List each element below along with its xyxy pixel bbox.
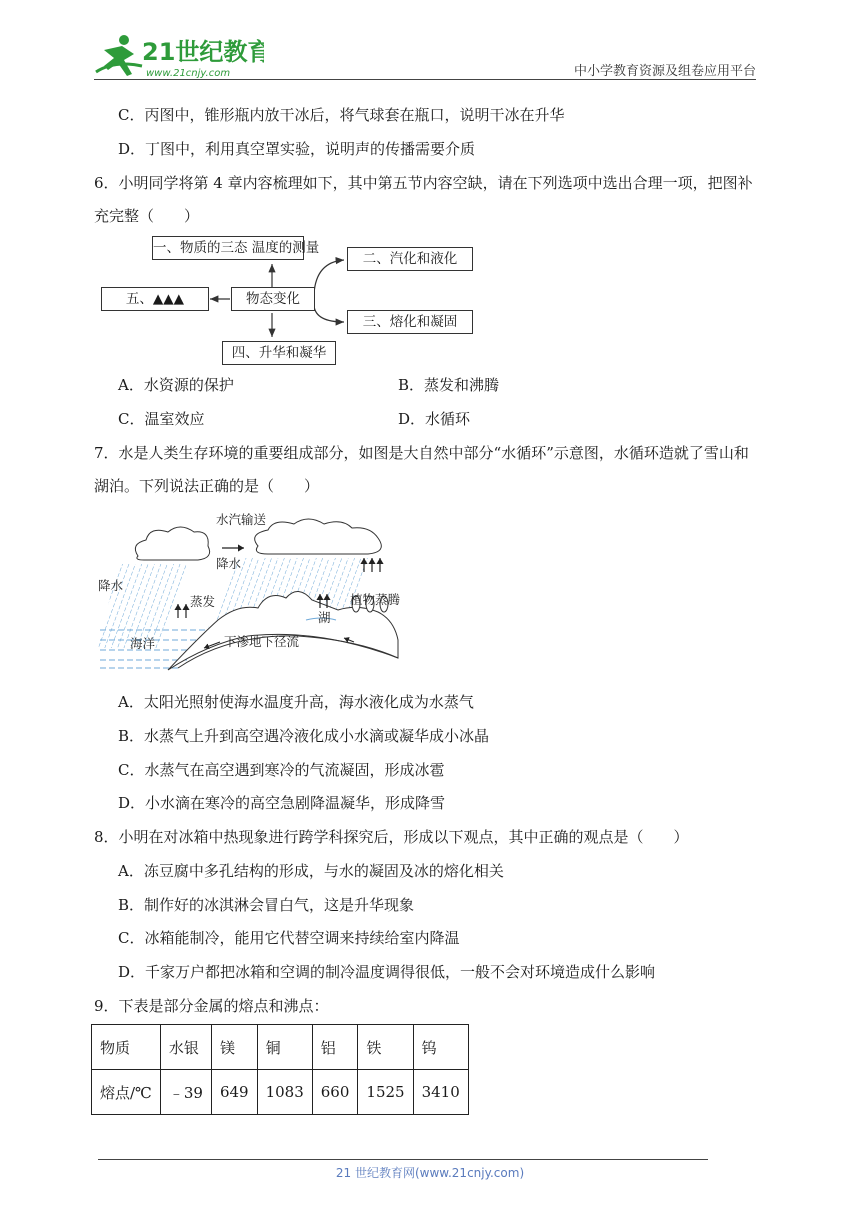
table-cell: 铜 [257,1025,312,1070]
q6-option-c: C．温室效应 [118,410,205,428]
arrow-curve-down [314,306,344,322]
label-evaporation: 蒸发 [190,594,216,609]
flow-box-1: 一、物质的三态 温度的测量 [152,236,304,260]
flow-box-4: 四、升华和凝华 [222,341,336,365]
table-header-row [92,1025,469,1070]
label-lake: 湖 [318,610,331,625]
q8-option-d: D．千家万户都把冰箱和空调的制冷温度调得很低，一般不会对环境造成什么影响 [118,963,656,981]
footer-divider [98,1159,708,1160]
q6-option-a: A．水资源的保护 [118,376,234,394]
q7-option-b: B．水蒸气上升到高空遇冷液化成小水滴或凝华成小冰晶 [118,727,490,745]
label-rain-mid: 降水 [216,556,242,571]
q5-option-d: D．丁图中，利用真空罩实验，说明声的传播需要介质 [118,140,476,158]
label-transpiration: 植物蒸腾 [350,592,401,607]
q8-stem: 8．小明在对冰箱中热现象进行跨学科探究后，形成以下观点，其中正确的观点是（ ） [94,828,689,846]
table-cell: 物质 [92,1025,161,1070]
q5-option-c: C．丙图中，锥形瓶内放干冰后，将气球套在瓶口，说明干冰在升华 [118,106,565,124]
table-cell: 660 [312,1070,358,1115]
flow-box-2: 二、汽化和液化 [347,247,473,271]
q6-option-d: D．水循环 [398,410,471,428]
q7-stem-line2: 湖泊。下列说法正确的是（ ） [94,477,320,495]
label-transport: 水汽输送 [216,512,267,527]
cloud-left-icon [135,527,209,560]
table-cell: 649 [211,1070,257,1115]
table-cell: 镁 [211,1025,257,1070]
table-cell: 钨 [413,1025,468,1070]
table-cell: 水银 [160,1025,211,1070]
table-cell: 熔点/℃ [92,1070,161,1115]
water-cycle-diagram [98,508,408,673]
table-cell: ﹣39 [160,1070,211,1115]
q8-option-b: B．制作好的冰淇淋会冒白气，这是升华现象 [118,896,415,914]
site-logo [94,30,264,82]
platform-name: 中小学教育资源及组卷应用平台 [573,64,756,79]
header-divider [94,79,756,80]
q9-stem: 9．下表是部分金属的熔点和沸点： [94,997,329,1015]
runner-logo-icon [96,35,142,76]
q8-option-c: C．冰箱能制冷，能用它代替空调来持续给室内降温 [118,929,460,947]
flow-box-3: 三、熔化和凝固 [347,310,473,334]
chapter-flow-diagram [98,234,478,370]
q8-option-a: A．冻豆腐中多孔结构的形成，与水的凝固及冰的熔化相关 [118,862,504,880]
flow-box-5: 五、▲▲▲ [101,287,209,311]
table-cell: 铁 [358,1025,413,1070]
q6-option-b: B．蒸发和沸腾 [398,376,500,394]
cloud-right-icon [255,519,382,554]
table-cell: 铝 [312,1025,358,1070]
q6-stem-line2: 充完整（ ） [94,207,200,225]
table-row [92,1070,469,1115]
label-ocean: 海洋 [130,636,156,651]
arrow-curve-up [314,260,344,294]
q7-option-a: A．太阳光照射使海水温度升高，海水液化成为水蒸气 [118,693,474,711]
label-runoff: 下渗地下径流 [224,634,300,649]
footer-link[interactable]: 21 世纪教育网(www.21cnjy.com) [335,1166,525,1180]
table-cell: 1083 [257,1070,312,1115]
logo-title: 21世纪教育 [142,38,264,66]
q6-stem-line1: 6．小明同学将第 4 章内容梳理如下，其中第五节内容空缺，请在下列选项中选出合理一项，把图补 [94,174,753,192]
logo-url: www.21cnjy.com [146,68,231,79]
label-rain-left: 降水 [98,578,124,593]
table-cell: 3410 [413,1070,468,1115]
flow-center-box: 物态变化 [231,287,315,311]
q7-stem-line1: 7．水是人类生存环境的重要组成部分，如图是大自然中部分“水循环”示意图，水循环造就了雪山和 [94,444,749,462]
q7-option-c: C．水蒸气在高空遇到寒冷的气流凝固，形成冰雹 [118,761,445,779]
q7-option-d: D．小水滴在寒冷的高空急剧降温凝华，形成降雪 [118,794,446,812]
metal-melting-point-table [91,1024,469,1115]
table-cell: 1525 [358,1070,413,1115]
